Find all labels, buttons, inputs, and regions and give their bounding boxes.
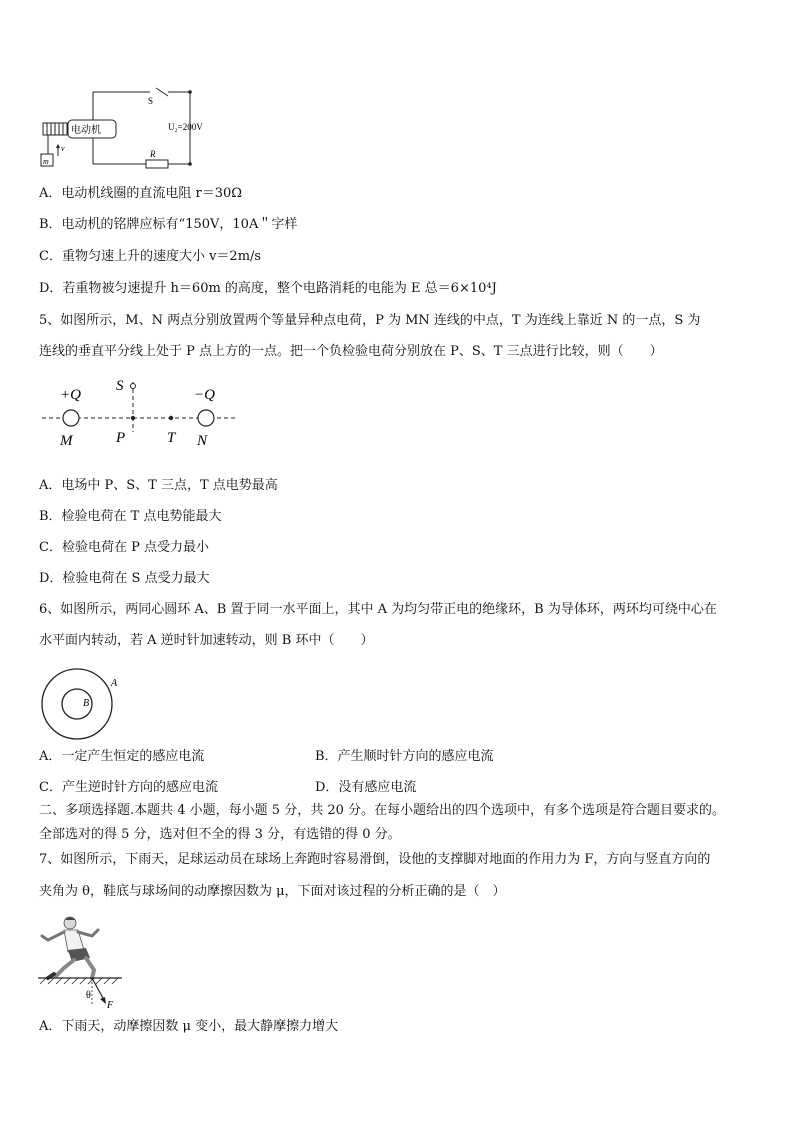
resistor-label: R xyxy=(150,149,156,159)
q5-option-d: D．检验电荷在 S 点受力最大 xyxy=(39,571,210,586)
q6-option-c: C．产生逆时针方向的感应电流 xyxy=(39,780,218,795)
velocity-label: v xyxy=(61,144,65,153)
q4-option-a: A．电动机线圈的直流电阻 r＝30Ω xyxy=(39,186,243,201)
ring-a-label: A xyxy=(111,678,118,689)
motor-label: 电动机 xyxy=(71,125,101,136)
plus-q-label: +Q xyxy=(60,387,81,403)
force-label: F xyxy=(107,1000,114,1010)
rings-diagram xyxy=(38,666,128,744)
q5-option-b: B．检验电荷在 T 点电势能最大 xyxy=(39,509,222,524)
q5-stem-line2: 连线的垂直平分线上处于 P 点上方的一点。把一个负检验电荷分别放在 P、S、T 三点进行比较，则（ ） xyxy=(39,344,663,359)
q6-option-b: B．产生顺时针方向的感应电流 xyxy=(315,749,494,764)
q6-stem-line1: 6、如图所示，两同心圆环 A、B 置于同一水平面上，其中 A 为均匀带正电的绝缘环，B 为导体环，两环均可绕中心在 xyxy=(39,602,717,617)
q5-option-c: C．检验电荷在 P 点受力最小 xyxy=(39,540,209,555)
voltage-label: U₂=200V xyxy=(168,122,203,132)
p-label: P xyxy=(116,430,126,446)
s-label: S xyxy=(116,378,124,394)
q7-option-a: A．下雨天，动摩擦因数 μ 变小，最大静摩擦力增大 xyxy=(39,1019,339,1034)
q7-stem-line1: 7、如图所示，下雨天，足球运动员在球场上奔跑时容易滑倒，设他的支撑脚对地面的作用力为 F，方向与竖直方向的 xyxy=(39,852,711,867)
minus-q-label: −Q xyxy=(194,387,215,403)
mass-label: m xyxy=(43,157,49,166)
runner-diagram xyxy=(36,912,126,1010)
m-label: M xyxy=(60,433,73,449)
ring-b-label: B xyxy=(83,698,90,709)
q4-option-d: D．若重物被匀速提升 h＝60m 的高度，整个电路消耗的电能为 E 总＝6×10⁴J xyxy=(39,281,497,296)
q4-option-b: B．电动机的铭牌应标有“150V，10A＂字样 xyxy=(39,217,298,232)
circuit-diagram xyxy=(38,84,228,170)
section-heading-line2: 全部选对的得 5 分，选对但不全的得 3 分，有选错的得 0 分。 xyxy=(39,827,401,842)
q6-option-d: D．没有感应电流 xyxy=(315,780,417,795)
theta-label: θ xyxy=(86,990,91,1001)
q6-option-a: A．一定产生恒定的感应电流 xyxy=(39,749,205,764)
section-heading-line1: 二、多项选择题.本题共 4 小题，每小题 5 分，共 20 分。在每小题给出的四个选项中，有多个选项是符合题目要求的。 xyxy=(39,803,726,818)
q5-option-a: A．电场中 P、S、T 三点，T 点电势最高 xyxy=(39,478,278,493)
n-label: N xyxy=(197,433,208,449)
q7-stem-line2: 夹角为 θ，鞋底与球场间的动摩擦因数为 μ，下面对该过程的分析正确的是（ ） xyxy=(39,884,506,899)
t-label: T xyxy=(167,430,176,446)
q4-option-c: C．重物匀速上升的速度大小 v＝2m/s xyxy=(39,249,262,264)
switch-label: S xyxy=(148,96,154,106)
q5-stem-line1: 5、如图所示，M、N 两点分别放置两个等量异种点电荷，P 为 MN 连线的中点，T 为连线上靠近 N 的一点，S 为 xyxy=(39,313,701,328)
q6-stem-line2: 水平面内转动，若 A 逆时针加速转动，则 B 环中（ ） xyxy=(39,633,374,648)
charges-diagram xyxy=(40,372,240,452)
